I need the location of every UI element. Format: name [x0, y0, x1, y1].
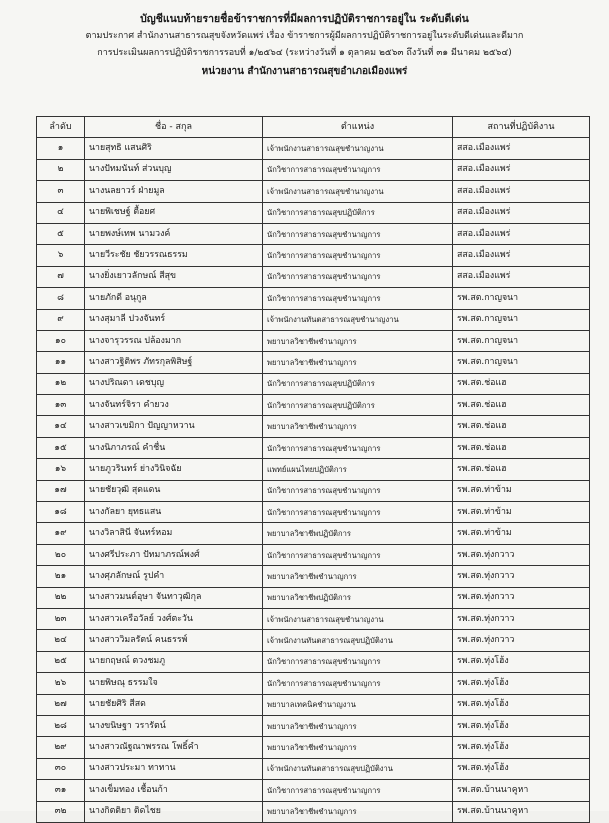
header-no: ลำดับ	[37, 117, 85, 138]
row-number: ๓๐	[37, 758, 85, 779]
table-row	[37, 352, 590, 373]
table-row	[37, 480, 590, 501]
staff-name: นายชัยวุฒิ สุดแดน	[85, 480, 263, 501]
row-number: ๑๑	[37, 352, 85, 373]
table-row	[37, 587, 590, 608]
table-row	[37, 266, 590, 287]
staff-name: นางสาวณัฐณาพรรณ โพธิ์คำ	[85, 737, 263, 758]
row-number: ๑๙	[37, 523, 85, 544]
row-number: ๒๑	[37, 566, 85, 587]
staff-position: เจ้าพนักงานทันตสาธารณสุขปฏิบัติงาน	[263, 758, 453, 779]
staff-position: นักวิชาการสาธารณสุขชำนาญการ	[263, 651, 453, 672]
staff-name: นางเข็มทอง เชื้อนก้า	[85, 780, 263, 801]
workplace: รพ.สต.ท่าข้าม	[453, 502, 590, 523]
table-row	[37, 202, 590, 223]
staff-name: นางจันทร์จิรา คำยวง	[85, 395, 263, 416]
header-workplace: สถานที่ปฏิบัติงาน	[453, 117, 590, 138]
table-row	[37, 223, 590, 244]
staff-position: นักวิชาการสาธารณสุขปฏิบัติการ	[263, 202, 453, 223]
workplace: รพ.สต.ทุ่งโฮ้ง	[453, 737, 590, 758]
staff-position: เจ้าพนักงานทันตสาธารณสุขปฏิบัติงาน	[263, 630, 453, 651]
table-row	[37, 566, 590, 587]
staff-name: นายชัยศิริ สีสด	[85, 694, 263, 715]
staff-position: นักวิชาการสาธารณสุขปฏิบัติการ	[263, 395, 453, 416]
staff-name: นายสุทธิ แสนศิริ	[85, 138, 263, 159]
row-number: ๑๐	[37, 330, 85, 351]
staff-position: นักวิชาการสาธารณสุขชำนาญการ	[263, 544, 453, 565]
announcement-line-2: การประเมินผลการปฏิบัติราชการรอบที่ ๑/๒๕๖๔ (ระหว่างวันที่ ๑ ตุลาคม ๒๕๖๓ ถึงวันที่ ๓๑ มีนาคม ๒๕๖๔)	[97, 48, 512, 58]
staff-position: พยาบาลเทคนิคชำนาญงาน	[263, 694, 453, 715]
row-number: ๗	[37, 266, 85, 287]
row-number: ๒	[37, 159, 85, 180]
staff-position: นักวิชาการสาธารณสุขปฏิบัติการ	[263, 373, 453, 394]
staff-name: นายพิเชษฐ์ ตื้อยศ	[85, 202, 263, 223]
row-number: ๙	[37, 309, 85, 330]
staff-position: เจ้าพนักงานทันตสาธารณสุขชำนาญงาน	[263, 309, 453, 330]
workplace: รพ.สต.ท่าข้าม	[453, 480, 590, 501]
workplace: รพ.สต.บ้านนาคูหา	[453, 780, 590, 801]
workplace: รพ.สต.กาญจนา	[453, 330, 590, 351]
table-row	[37, 138, 590, 159]
row-number: ๑	[37, 138, 85, 159]
staff-position: พยาบาลวิชาชีพชำนาญการ	[263, 566, 453, 587]
table-row	[37, 159, 590, 180]
row-number: ๒๐	[37, 544, 85, 565]
workplace: รพ.สต.ทุ่งกวาว	[453, 587, 590, 608]
staff-name: นายภูวรินทร์ ย่างวินิจฉัย	[85, 459, 263, 480]
table-row	[37, 181, 590, 202]
staff-name: นายวีระชัย ชัยวรรณธรรม	[85, 245, 263, 266]
table-row	[37, 737, 590, 758]
table-row	[37, 758, 590, 779]
workplace: รพ.สต.ทุ่งกวาว	[453, 630, 590, 651]
workplace: สสอ.เมืองแพร่	[453, 202, 590, 223]
table-row	[37, 715, 590, 736]
row-number: ๑๗	[37, 480, 85, 501]
row-number: ๖	[37, 245, 85, 266]
row-number: ๑๒	[37, 373, 85, 394]
staff-name: นางจารุวรรณ ปล้องมาก	[85, 330, 263, 351]
workplace: รพ.สต.ทุ่งโฮ้ง	[453, 758, 590, 779]
staff-position: พยาบาลวิชาชีพชำนาญการ	[263, 801, 453, 822]
table-row	[37, 544, 590, 565]
row-number: ๑๕	[37, 437, 85, 458]
staff-position: นักวิชาการสาธารณสุขชำนาญการ	[263, 437, 453, 458]
table-row	[37, 459, 590, 480]
row-number: ๑๔	[37, 416, 85, 437]
workplace: รพ.สต.ทุ่งกวาว	[453, 544, 590, 565]
row-number: ๑๘	[37, 502, 85, 523]
staff-name: นายภักดี อนุกูล	[85, 288, 263, 309]
workplace: รพ.สต.ทุ่งโฮ้ง	[453, 715, 590, 736]
workplace: รพ.สต.กาญจนา	[453, 352, 590, 373]
staff-position: พยาบาลวิชาชีพปฏิบัติการ	[263, 587, 453, 608]
staff-name: นางสาวมนต์อุษา จันทาวุฒิกุล	[85, 587, 263, 608]
row-number: ๓	[37, 181, 85, 202]
workplace: สสอ.เมืองแพร่	[453, 138, 590, 159]
staff-name: นางศุภลักษณ์ รูปคำ	[85, 566, 263, 587]
table-row	[37, 416, 590, 437]
workplace: รพ.สต.ทุ่งโฮ้ง	[453, 651, 590, 672]
staff-name: นางกิตติยา ติดไชย	[85, 801, 263, 822]
staff-name: นางขนิษฐา วรารัตน์	[85, 715, 263, 736]
staff-position: นักวิชาการสาธารณสุขชำนาญการ	[263, 502, 453, 523]
row-number: ๒๗	[37, 694, 85, 715]
staff-name: นางปริณดา เดชบุญ	[85, 373, 263, 394]
staff-position: นักวิชาการสาธารณสุขชำนาญการ	[263, 245, 453, 266]
workplace: รพ.สต.ช่อแฮ	[453, 437, 590, 458]
staff-name: นางปัทมนันท์ ส่วนบุญ	[85, 159, 263, 180]
row-number: ๓๒	[37, 801, 85, 822]
table-row	[37, 608, 590, 629]
workplace: รพ.สต.ช่อแฮ	[453, 416, 590, 437]
staff-name: นางสาวเขมิกา ปัญญาหวาน	[85, 416, 263, 437]
workplace: สสอ.เมืองแพร่	[453, 266, 590, 287]
staff-position: พยาบาลวิชาชีพชำนาญการ	[263, 352, 453, 373]
workplace: รพ.สต.ทุ่งกวาว	[453, 566, 590, 587]
staff-position: นักวิชาการสาธารณสุขชำนาญการ	[263, 288, 453, 309]
table-row	[37, 309, 590, 330]
staff-position: พยาบาลวิชาชีพชำนาญการ	[263, 330, 453, 351]
table-row	[37, 694, 590, 715]
table-header-row	[37, 117, 590, 138]
row-number: ๕	[37, 223, 85, 244]
workplace: รพ.สต.ช่อแฮ	[453, 459, 590, 480]
workplace: รพ.สต.ทุ่งโฮ้ง	[453, 694, 590, 715]
table-body	[37, 138, 590, 823]
workplace: รพ.สต.ช่อแฮ	[453, 373, 590, 394]
table-row	[37, 437, 590, 458]
workplace: สสอ.เมืองแพร่	[453, 181, 590, 202]
workplace: รพ.สต.ท่าข้าม	[453, 523, 590, 544]
workplace: รพ.สต.ทุ่งโฮ้ง	[453, 673, 590, 694]
header-position: ตำแหน่ง	[263, 117, 453, 138]
row-number: ๘	[37, 288, 85, 309]
table-row	[37, 330, 590, 351]
table-row	[37, 651, 590, 672]
announcement-line-1: ตามประกาศ สำนักงานสาธารณสุขจังหวัดแพร่ เรื่อง ข้าราชการผู้มีผลการปฏิบัติราชการอยู่ในระดับดีเด่นและดีมาก	[85, 31, 524, 41]
row-number: ๑๓	[37, 395, 85, 416]
staff-name: นางนลยาวร์ ฝ่ายมูล	[85, 181, 263, 202]
workplace: สสอ.เมืองแพร่	[453, 245, 590, 266]
staff-position: นักวิชาการสาธารณสุขชำนาญการ	[263, 266, 453, 287]
workplace: รพ.สต.กาญจนา	[453, 288, 590, 309]
table-row	[37, 630, 590, 651]
workplace: รพ.สต.กาญจนา	[453, 309, 590, 330]
staff-position: นักวิชาการสาธารณสุขชำนาญการ	[263, 780, 453, 801]
row-number: ๒๒	[37, 587, 85, 608]
workplace: รพ.สต.ช่อแฮ	[453, 395, 590, 416]
staff-name: นายพิษณุ ธรรมใจ	[85, 673, 263, 694]
staff-name: นางสาววิมลรัตน์ คนธรรพ์	[85, 630, 263, 651]
workplace: รพ.สต.บ้านนาคูหา	[453, 801, 590, 822]
table-row	[37, 395, 590, 416]
staff-name: นางศรีประภา ปัทมาภรณ์พงศ์	[85, 544, 263, 565]
row-number: ๒๘	[37, 715, 85, 736]
staff-position: พยาบาลวิชาชีพชำนาญการ	[263, 737, 453, 758]
table-row	[37, 523, 590, 544]
row-number: ๒๙	[37, 737, 85, 758]
document-title: บัญชีแนบท้ายรายชื่อข้าราชการที่มีผลการปฏิบัติราชการอยู่ใน ระดับดีเด่น	[140, 13, 469, 25]
staff-position: นักวิชาการสาธารณสุขชำนาญการ	[263, 673, 453, 694]
staff-name: นางกัลยา ยุทธแสน	[85, 502, 263, 523]
staff-position: เจ้าพนักงานสาธารณสุขชำนาญงาน	[263, 138, 453, 159]
header-name: ชื่อ - สกุล	[85, 117, 263, 138]
row-number: ๓๑	[37, 780, 85, 801]
table-row	[37, 673, 590, 694]
staff-name: นางวิลาสินี จันทร์หอม	[85, 523, 263, 544]
staff-position: พยาบาลวิชาชีพปฏิบัติการ	[263, 523, 453, 544]
table-row	[37, 373, 590, 394]
unit-heading: หน่วยงาน สำนักงานสาธารณสุขอำเภอเมืองแพร่	[201, 66, 408, 77]
table-row	[37, 502, 590, 523]
staff-name: นางสาวฐิติพร ภัทรกุลพิสิษฐ์	[85, 352, 263, 373]
staff-name: นายพงษ์เทพ นามวงค์	[85, 223, 263, 244]
workplace: สสอ.เมืองแพร่	[453, 159, 590, 180]
workplace: สสอ.เมืองแพร่	[453, 223, 590, 244]
staff-position: นักวิชาการสาธารณสุขชำนาญการ	[263, 480, 453, 501]
document-header	[0, 10, 609, 82]
row-number: ๒๖	[37, 673, 85, 694]
staff-position: นักวิชาการสาธารณสุขชำนาญการ	[263, 159, 453, 180]
table-row	[37, 245, 590, 266]
staff-name: นางยิ่งเยาวลักษณ์ สีสุข	[85, 266, 263, 287]
staff-name: นางสาวเครือวัลย์ วงศ์ตะวัน	[85, 608, 263, 629]
staff-name: นางสาวประมา ทาทาน	[85, 758, 263, 779]
row-number: ๒๕	[37, 651, 85, 672]
staff-name: นางสุมาลี ปวงจันทร์	[85, 309, 263, 330]
staff-name: นางนิภาภรณ์ คำชื่น	[85, 437, 263, 458]
staff-table	[36, 116, 590, 823]
staff-position: เจ้าพนักงานสาธารณสุขชำนาญงาน	[263, 181, 453, 202]
staff-position: นักวิชาการสาธารณสุขชำนาญการ	[263, 223, 453, 244]
row-number: ๑๖	[37, 459, 85, 480]
row-number: ๒๔	[37, 630, 85, 651]
workplace: รพ.สต.ทุ่งกวาว	[453, 608, 590, 629]
staff-name: นายกฤษณ์ ตวงชมภู	[85, 651, 263, 672]
staff-position: พยาบาลวิชาชีพชำนาญการ	[263, 715, 453, 736]
table-row	[37, 288, 590, 309]
staff-position: พยาบาลวิชาชีพชำนาญการ	[263, 416, 453, 437]
table-row	[37, 780, 590, 801]
row-number: ๒๓	[37, 608, 85, 629]
staff-position: เจ้าพนักงานสาธารณสุขชำนาญงาน	[263, 608, 453, 629]
staff-position: แพทย์แผนไทยปฏิบัติการ	[263, 459, 453, 480]
table-row	[37, 801, 590, 822]
row-number: ๔	[37, 202, 85, 223]
